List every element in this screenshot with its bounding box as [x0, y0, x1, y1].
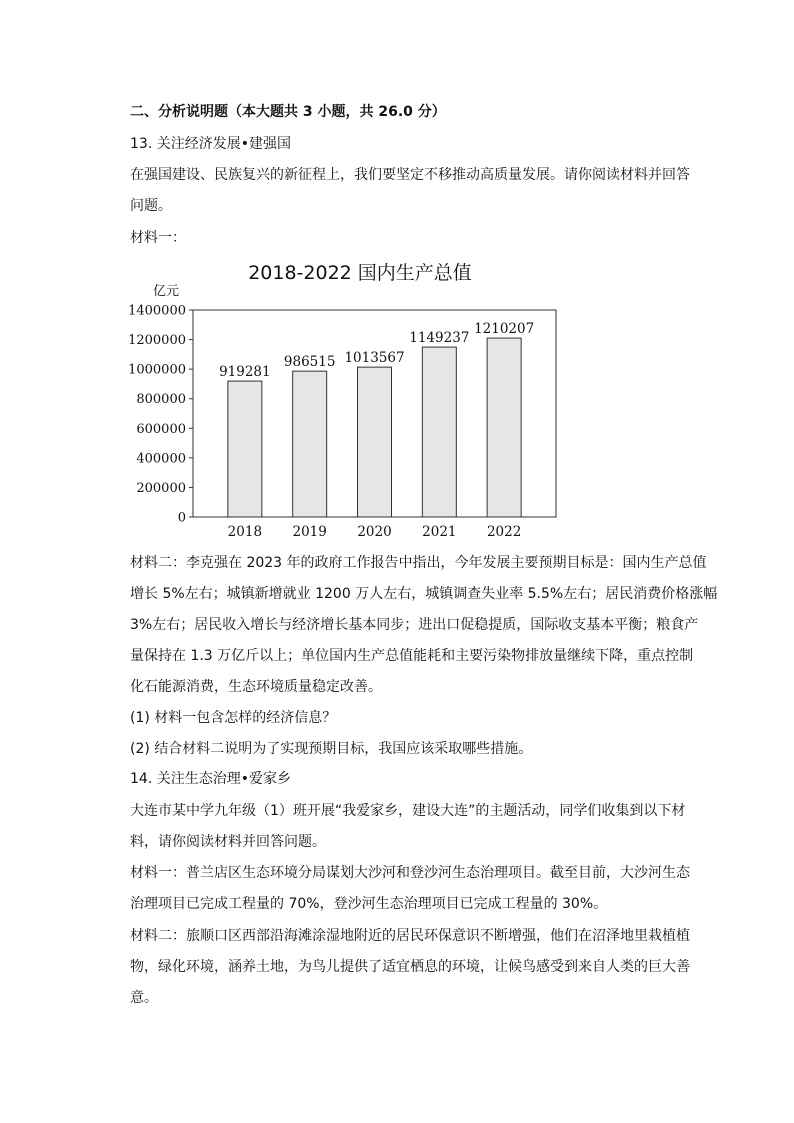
bar-value-label: 919281: [219, 364, 271, 381]
q13-material2-line: 量保持在 1.3 万亿斤以上；单位国内生产总值能耗和主要污染物排放量继续下降，重点控制: [130, 648, 694, 664]
q14-material2-line: 物，绿化环境，涵养土地，为鸟儿提供了适宜栖息的环境，让候鸟感受到来自人类的巨大善: [130, 959, 690, 975]
gdp-bar-chart: [125, 253, 565, 545]
x-tick-label: 2020: [357, 524, 392, 540]
y-tick-label: 600000: [136, 421, 186, 437]
y-tick-label: 1400000: [128, 303, 186, 319]
y-tick-label: 200000: [136, 480, 186, 496]
bar-value-label: 986515: [283, 354, 336, 371]
q13-material1-label: 材料一：: [130, 230, 186, 246]
q13-material2-line: 化石能源消费，生态环境质量稳定改善。: [130, 679, 382, 695]
q13-title: 13. 关注经济发展•建强国: [130, 136, 291, 152]
x-tick-label: 2019: [292, 524, 327, 540]
q14-material1-line: 治理项目已完成工程量的 70%，登沙河生态治理项目已完成工程量的 30%。: [130, 896, 608, 912]
x-tick-label: 2018: [227, 524, 263, 540]
q14-title: 14. 关注生态治理•爱家乡: [130, 771, 291, 787]
q14-material2-line: 材料二：旅顺口区西部沿海滩涂湿地附近的居民环保意识不断增强，他们在沼泽地里栽植植: [130, 928, 690, 944]
q13-intro-cont: 问题。: [130, 198, 172, 214]
x-tick-label: 2022: [486, 524, 522, 540]
x-tick-label: 2021: [422, 524, 457, 540]
bar-2021: [422, 347, 456, 517]
q13-material2-line: 3%左右；居民收入增长与经济增长基本同步；进出口促稳提质，国际收支基本平衡；粮食产: [130, 617, 699, 633]
section-heading: 二、分析说明题（本大题共 3 小题，共 26.0 分）: [130, 104, 446, 120]
bar-value-label: 1149237: [409, 330, 470, 347]
bar-value-label: 1210207: [474, 321, 535, 338]
q13-material2-line: 增长 5%左右；城镇新增就业 1200 万人左右，城镇调查失业率 5.5%左右；居民消费价格涨幅: [130, 586, 718, 602]
y-tick-label: 1200000: [128, 333, 186, 349]
q13-sub-question-2: (2) 结合材料二说明为了实现预期目标，我国应该采取哪些措施。: [130, 741, 533, 757]
chart-title: 2018-2022 国内生产总值: [248, 262, 472, 284]
bar-2018: [228, 381, 262, 517]
q14-material2-line: 意。: [130, 990, 158, 1006]
q14-intro: 大连市某中学九年级（1）班开展“我爱家乡，建设大连”的主题活动，同学们收集到以下材: [130, 803, 686, 819]
bar-value-label: 1013567: [344, 350, 405, 367]
bar-2019: [293, 371, 327, 517]
y-tick-label: 800000: [136, 392, 186, 408]
q14-material1-line: 材料一：普兰店区生态环境分局谋划大沙河和登沙河生态治理项目。截至目前，大沙河生态: [130, 865, 690, 881]
y-tick-label: 1000000: [128, 362, 186, 378]
q13-sub-question-1: (1) 材料一包含怎样的经济信息？: [130, 710, 337, 726]
q13-intro: 在强国建设、民族复兴的新征程上，我们要坚定不移推动高质量发展。请你阅读材料并回答: [130, 167, 690, 183]
bar-2020: [358, 367, 392, 517]
bar-2022: [487, 338, 521, 517]
q14-intro-cont: 料，请你阅读材料并回答问题。: [130, 834, 326, 850]
y-axis-unit-label: 亿元: [153, 284, 180, 299]
q13-material2-line: 材料二：李克强在 2023 年的政府工作报告中指出，今年发展主要预期目标是：国内生产总值: [130, 555, 707, 571]
y-tick-label: 0: [177, 510, 186, 526]
y-tick-label: 400000: [136, 451, 186, 467]
